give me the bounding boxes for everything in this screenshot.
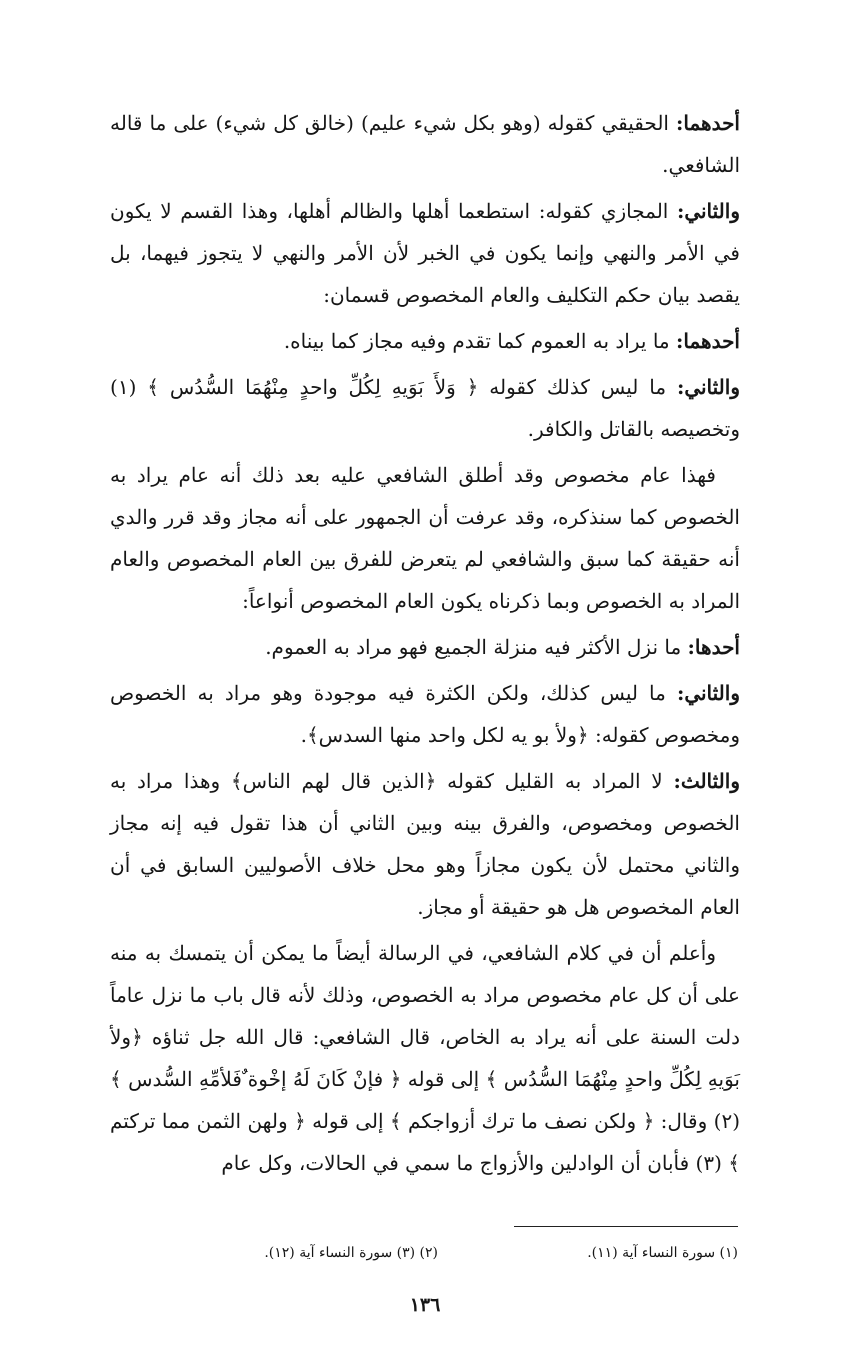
paragraph-text: فهذا عام مخصوص وقد أطلق الشافعي عليه بعد ذلك أنه عام يراد به الخصوص كما سنذكره، وقد عرفت أن الجمهور على أنه مجاز وقد قرر والدي أنه حقيقة كما سبق والشافعي لم يتعرض للفرق بين العام المخصوص والعام المراد به الخصوص وبما ذكرناه يكون العام المخصوص أنواعاً:: [110, 463, 740, 613]
paragraph-9: [110, 932, 740, 1184]
footnote-1: (١) سورة النساء آية (١١).: [587, 1245, 738, 1261]
paragraph-lead: أحدهما:: [675, 329, 740, 353]
footnotes: [112, 1236, 738, 1270]
page-body: [110, 102, 740, 1188]
paragraph-text: المجازي كقوله: استطعما أهلها والظالم أهلها، وهذا القسم لا يكون في الأمر والنهي وإنما يكون في الخبر لأن الأمر والنهي لا يتجوز فيهما، بل يقصد بيان حكم التكليف والعام المخصوص قسمان:: [110, 199, 740, 307]
paragraph-6: [110, 626, 740, 668]
paragraph-text: ما يراد به العموم كما تقدم وفيه مجاز كما بيناه.: [283, 329, 676, 353]
paragraph-lead: والثالث:: [673, 769, 740, 793]
paragraph-lead: أحدها:: [687, 635, 740, 659]
paragraph-text: ما ليس كذلك كقوله ﴿ وَلأَ بَوَيهِ لِكُلِّ واحدٍ مِنْهُمَا السُّدُس ﴾ (١) وتخصيصه بالقاتل والكافر.: [110, 375, 740, 441]
paragraph-lead: أحدهما:: [675, 111, 740, 135]
paragraph-text: وأعلم أن في كلام الشافعي، في الرسالة أيضاً ما يمكن أن يتمسك به منه على أن كل عام مخصوص مراد به الخصوص، وذلك لأنه قال باب ما نزل عاماً دلت السنة على أنه يراد به الخاص، قال الشافعي: قال الله جل ثناؤه ﴿ولأ بَوَيهِ لِكُلِّ واحدٍ مِنْهُمَا السُّدُس ﴾ إلى قوله ﴿ فإنْ كَانَ لَهُ إخْوة ٌفَلأمِّهِ السُّدس ﴾ (٢) وقال: ﴿ ولكن نصف ما ترك أزواجكم ﴾ إلى قوله ﴿ ولهن الثمن مما تركتم ﴾ (٣) فأبان أن الوادلين والأزواج ما سمي في الحالات، وكل عام: [110, 941, 740, 1175]
footnote-2-3: (٢) (٣) سورة النساء آية (١٢).: [264, 1245, 438, 1261]
paragraph-text: ما ليس كذلك، ولكن الكثرة فيه موجودة وهو مراد به الخصوص ومخصوص كقوله: ﴿ولأ بو يه لكل واحد منها السدس﴾.: [110, 681, 740, 747]
page-number: ١٣٦: [409, 1294, 441, 1316]
paragraph-1: [110, 102, 740, 186]
paragraph-4: [110, 366, 740, 450]
footnote-separator: [514, 1226, 738, 1227]
paragraph-lead: والثاني:: [676, 681, 740, 705]
paragraph-lead: والثاني:: [676, 199, 740, 223]
paragraph-3: [110, 320, 740, 362]
paragraph-2: [110, 190, 740, 316]
paragraph-text: الحقيقي كقوله (وهو بكل شيء عليم) (خالق كل شيء) على ما قاله الشافعي.: [110, 111, 740, 177]
paragraph-text: ما نزل الأكثر فيه منزلة الجميع فهو مراد به العموم.: [265, 635, 688, 659]
paragraph-text: لا المراد به القليل كقوله ﴿الذين قال لهم الناس﴾ وهذا مراد به الخصوص ومخصوص، والفرق بينه وبين الثاني أن هذا تقول فيه إنه مجاز والثاني محتمل لأن يكون مجازاً وهو محل خلاف الأصوليين السابق في أن العام المخصوص هل هو حقيقة أو مجاز.: [110, 769, 741, 919]
paragraph-7: [110, 672, 740, 756]
paragraph-5: [110, 454, 740, 622]
paragraph-lead: والثاني:: [676, 375, 740, 399]
paragraph-8: [110, 760, 740, 928]
